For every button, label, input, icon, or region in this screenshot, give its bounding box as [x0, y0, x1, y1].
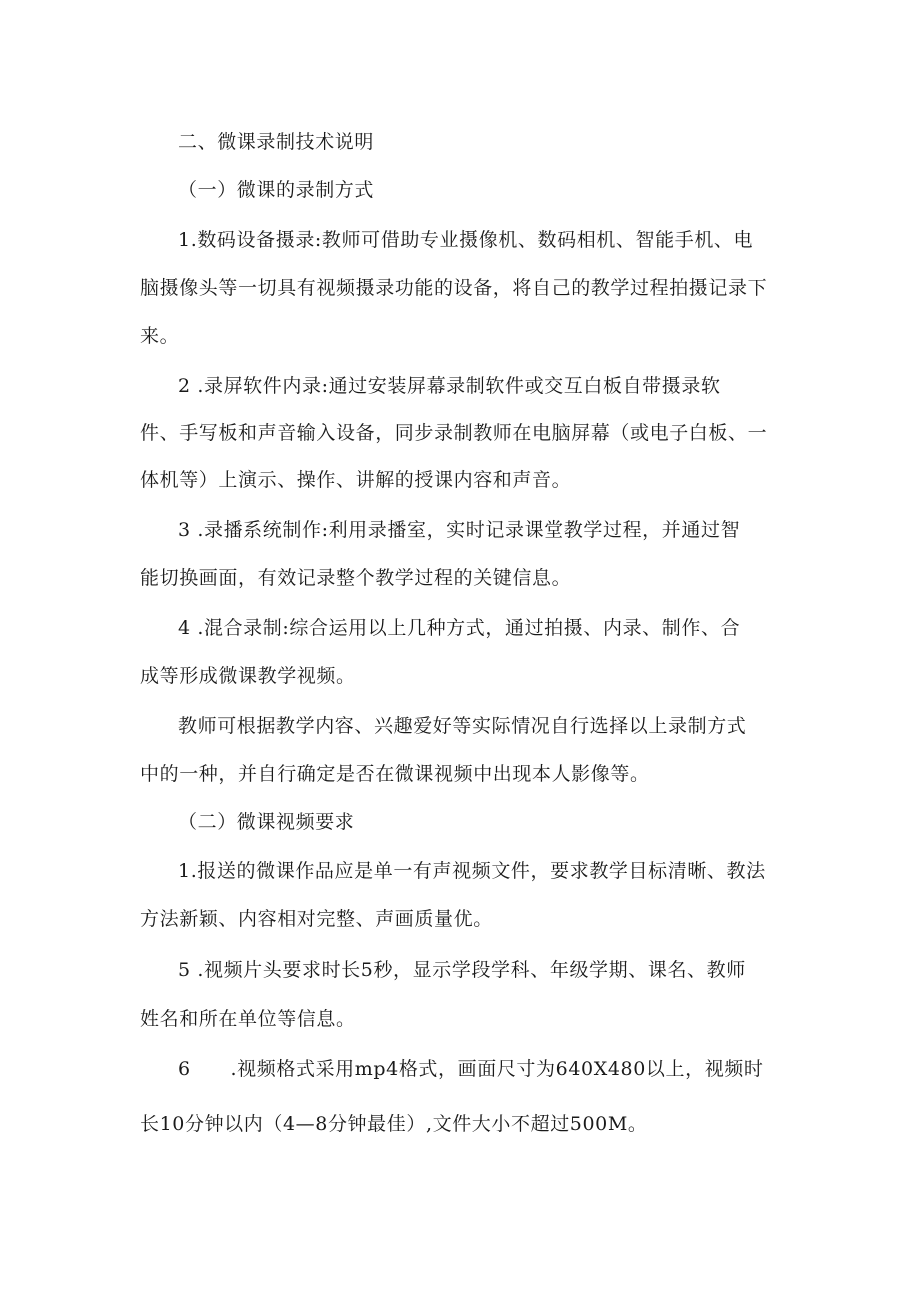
paragraph-line: 教师可根据教学内容、兴趣爱好等实际情况自行选择以上录制方式	[178, 715, 747, 737]
subsection-heading-2: （二）微课视频要求	[178, 811, 355, 833]
paragraph-line: 4 .混合录制:综合运用以上几种方式，通过拍摄、内录、制作、合	[178, 617, 741, 639]
paragraph-line: 脑摄像头等一切具有视频摄录功能的设备，将自己的教学过程拍摄记录下	[140, 277, 768, 299]
paragraph-line: 长10分钟以内（4—8分钟最佳）,文件大小不超过500M。	[140, 1113, 648, 1135]
subsection-heading-1: （一）微课的录制方式	[178, 179, 375, 201]
paragraph-line: 姓名和所在单位等信息。	[140, 1008, 356, 1030]
paragraph-line: 2 .录屏软件内录:通过安装屏幕录制软件或交互白板自带摄录软	[178, 375, 721, 397]
paragraph-line: 体机等）上演示、操作、讲解的授课内容和声音。	[140, 469, 572, 491]
paragraph-line: 能切换画面，有效记录整个教学过程的关键信息。	[140, 567, 572, 589]
paragraph-line: 6 .视频格式采用mp4格式，画面尺寸为640X480以上，视频时	[178, 1058, 764, 1080]
paragraph-line: 3 .录播系统制作:利用录播室，实时记录课堂教学过程，并通过智	[178, 519, 741, 541]
paragraph-line: 件、手写板和声音输入设备，同步录制教师在电脑屏幕（或电子白板、一	[140, 422, 768, 444]
paragraph-line: 来。	[140, 325, 180, 347]
paragraph-line: 5 .视频片头要求时长5秒，显示学段学科、年级学期、课名、教师	[178, 959, 746, 981]
paragraph-line: 1.报送的微课作品应是单一有声视频文件，要求教学目标清晰、教法	[178, 860, 766, 882]
paragraph-line: 1.数码设备摄录:教师可借助专业摄像机、数码相机、智能手机、电	[178, 229, 754, 251]
paragraph-line: 成等形成微课教学视频。	[140, 665, 356, 687]
paragraph-line: 方法新颖、内容相对完整、声画质量优。	[140, 908, 493, 930]
paragraph-line: 中的一种，并自行确定是否在微课视频中出现本人影像等。	[140, 763, 650, 785]
section-title: 二、微课录制技术说明	[178, 131, 375, 153]
